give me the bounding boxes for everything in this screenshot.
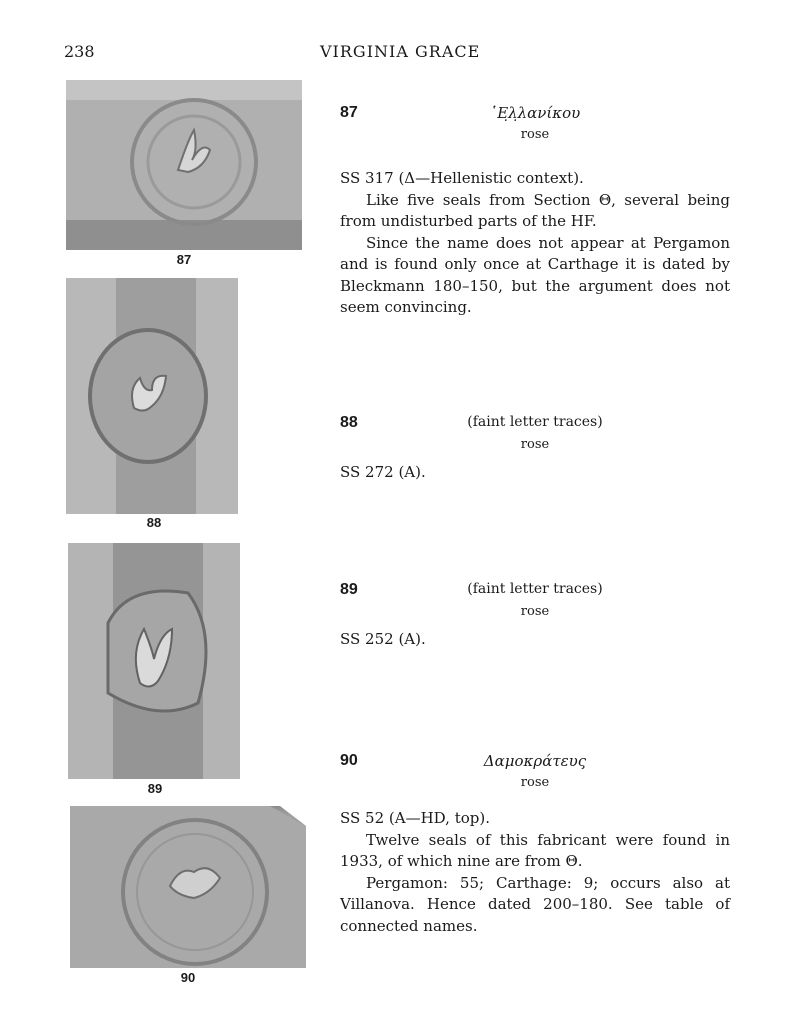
stamp-name: Δαμοκράτευς — [483, 752, 587, 770]
entry-text — [340, 629, 730, 651]
page-number: 238 — [64, 42, 95, 61]
stamp-name: (faint letter traces) — [467, 581, 603, 597]
figure-caption-88: 88 — [146, 515, 162, 530]
figure-caption-89: 89 — [147, 781, 163, 796]
stamp-name: ῾Ε̣λ̣λανίκου — [489, 104, 581, 122]
figure-caption-87: 87 — [176, 252, 192, 267]
stamp-87-image — [66, 80, 302, 250]
entry-number: 89 — [340, 581, 358, 598]
stamp-90-image — [70, 806, 306, 968]
entry-number: 87 — [340, 104, 358, 121]
entry-paragraph: SS 252 (A). — [340, 630, 426, 648]
running-title: VIRGINIA GRACE — [320, 42, 481, 61]
entry-paragraph: Since the name does not appear at Pergamon and is found only once at Carthage it is dated by Bleckmann 180–150, but the argument does not seem convincing. — [340, 233, 730, 316]
stamp-name: (faint letter traces) — [467, 414, 603, 430]
stamp-device: rose — [520, 127, 550, 142]
stamp-88-image — [66, 278, 238, 514]
stamp-device: rose — [520, 604, 550, 619]
entry-text — [340, 808, 730, 937]
stamp-photo-87 — [66, 80, 302, 250]
entry-text — [340, 462, 730, 484]
entry-paragraph: Like five seals from Section Θ, several being from undisturbed parts of the HF. — [340, 190, 730, 230]
stamp-device: rose — [520, 775, 550, 790]
entry-paragraph: SS 317 (Δ—Hellenistic context). — [340, 169, 584, 187]
stamp-photo-89 — [68, 543, 240, 779]
stamp-photo-88 — [66, 278, 238, 514]
stamp-photo-90 — [70, 806, 306, 968]
entry-paragraph: Twelve seals of this fabricant were found in 1933, of which nine are from Θ. — [340, 830, 730, 870]
entry-number: 90 — [340, 752, 358, 769]
entry-paragraph: Pergamon: 55; Carthage: 9; occurs also at Villanova. Hence dated 200–180. See table of connected names. — [340, 873, 730, 935]
entry-paragraph: SS 272 (A). — [340, 463, 426, 481]
figure-caption-90: 90 — [180, 970, 196, 985]
stamp-device: rose — [520, 437, 550, 452]
stamp-89-image — [68, 543, 240, 779]
entry-paragraph: SS 52 (A—HD, top). — [340, 809, 490, 827]
entry-number: 88 — [340, 414, 358, 431]
entry-text — [340, 168, 730, 319]
